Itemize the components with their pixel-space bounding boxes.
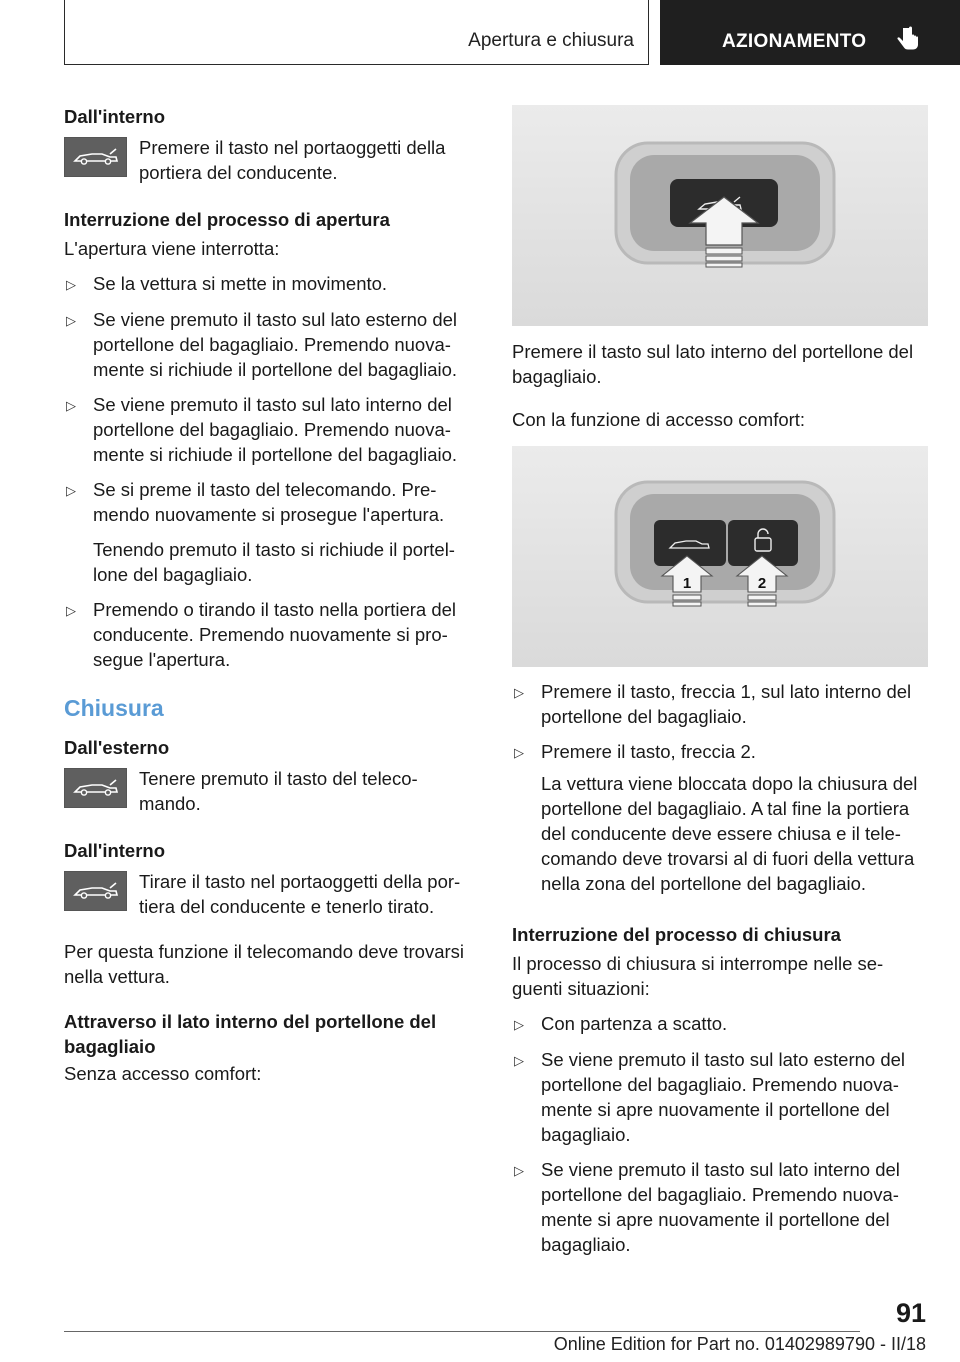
list-item-continuation: La vettura viene bloccata dopo la chiusura del portellone del bagagliaio. A tal fine la portiera del conducente deve essere chiusa e il tele- comando deve trovarsi al di fuori della vettura nella zona del portellone del bagagliaio. [541, 773, 918, 894]
footer-edition: Online Edition for Part no. 01402989790 - II/18 [553, 1334, 926, 1354]
icon-row-3 [64, 869, 476, 919]
list-item: ▷ Se viene premuto il tasto sul lato esterno del portellone del bagagliaio. Premendo nuova- mente si apre nuovamente il portellone del bagagliaio. [514, 1049, 906, 1145]
header-chapter-box [660, 0, 960, 65]
comfort-access-buttons-photo [512, 446, 928, 667]
icon-text-3: Tirare il tasto nel portaoggetti della por- tiera del conducente e tenerlo tirato. [139, 871, 461, 917]
left-column [64, 104, 476, 1086]
heading-dall-interno: Dall'interno [64, 840, 166, 861]
heading-interruzione-chiusura: Interruzione del processo di chiusura [512, 924, 841, 945]
right-column-top [512, 339, 928, 432]
footer-divider [64, 1331, 860, 1332]
senza-accesso: Senza accesso comfort: [64, 1063, 262, 1084]
icon-row-2 [64, 766, 476, 816]
tailgate-button-icon [64, 137, 127, 177]
bullet-triangle-icon: ▷ [66, 313, 76, 328]
bullet-triangle-icon: ▷ [514, 1017, 524, 1032]
list-item: ▷ Premere il tasto, freccia 2. [512, 739, 928, 765]
list-item-continuation: Tenendo premuto il tasto si richiude il portel- lone del bagagliaio. [93, 539, 455, 585]
interruzione-apertura-intro: L'apertura viene interrotta: [64, 238, 280, 259]
list-item: ▷ Premere il tasto, freccia 1, sul lato interno del portellone del bagagliaio. [514, 681, 912, 727]
heading-attraverso: Attraverso il lato interno del portellone del bagagliaio [64, 1011, 437, 1057]
list-item: ▷ Se viene premuto il tasto sul lato interno del portellone del bagagliaio. Premendo nuova- mente si richiude il portellone del bagagliaio. [66, 394, 458, 465]
icon-row-1 [64, 135, 476, 185]
bullet-triangle-icon: ▷ [514, 685, 524, 700]
list-item: ▷ Se viene premuto il tasto sul lato esterno del portellone del bagagliaio. Premendo nuova- mente si richiude il portellone del bagagliaio. [66, 309, 458, 380]
heading-interruzione-apertura: Interruzione del processo di apertura [64, 209, 390, 230]
hand-pointer-icon [896, 26, 920, 52]
page-number: 91 [895, 1298, 926, 1328]
tailgate-button-icon [64, 871, 127, 911]
list-item: ▷ Se viene premuto il tasto sul lato interno del portellone del bagagliaio. Premendo nuova- mente si apre nuovamente il portellone del bagagliaio. [514, 1159, 900, 1255]
bullet-triangle-icon: ▷ [66, 483, 76, 498]
tailgate-button-photo [512, 105, 928, 326]
heading-chiusura: Chiusura [64, 695, 164, 721]
icon-text-1: Premere il tasto nel portaoggetti della portiera del conducente. [139, 137, 446, 183]
bullet-triangle-icon: ▷ [66, 277, 76, 292]
bullet-triangle-icon: ▷ [66, 398, 76, 413]
telecomando-paragraph: Per questa funzione il telecomando deve trovarsi nella vettura. [64, 941, 465, 987]
bullet-triangle-icon: ▷ [514, 745, 524, 760]
interruzione-chiusura-intro: Il processo di chiusura si interrompe nelle se- guenti situazioni: [512, 953, 884, 999]
tailgate-button-icon [64, 768, 127, 808]
heading-dall-esterno: Dall'esterno [64, 737, 170, 758]
list-item: ▷ Se la vettura si mette in movimento. [64, 271, 476, 297]
arrow-label-1: 1 [682, 575, 692, 592]
list-item: ▷ Con partenza a scatto. [512, 1011, 928, 1037]
header-section-box [64, 0, 649, 65]
list-item: ▷ Premendo o tirando il tasto nella portiera del conducente. Premendo nuovamente si pro- segue l'apertura. [66, 599, 457, 670]
arrow-label-2: 2 [757, 575, 767, 592]
con-funzione: Con la funzione di accesso comfort: [512, 409, 806, 430]
list-item: ▷ Se si preme il tasto del telecomando. Pre- mendo nuovamente si prosegue l'apertura. [66, 479, 445, 525]
heading-dall-interno: Dall'interno [64, 106, 166, 127]
bullet-triangle-icon: ▷ [66, 603, 76, 618]
bullet-triangle-icon: ▷ [514, 1163, 524, 1178]
icon-text-2: Tenere premuto il tasto del teleco- mando. [139, 768, 418, 814]
header-section-title: Apertura e chiusura [468, 30, 634, 51]
bullet-triangle-icon: ▷ [514, 1053, 524, 1068]
photo-caption-1: Premere il tasto sul lato interno del portellone del bagagliaio. [512, 341, 914, 387]
right-column-bottom [512, 679, 928, 1257]
header-chapter-title: AZIONAMENTO [722, 31, 867, 52]
